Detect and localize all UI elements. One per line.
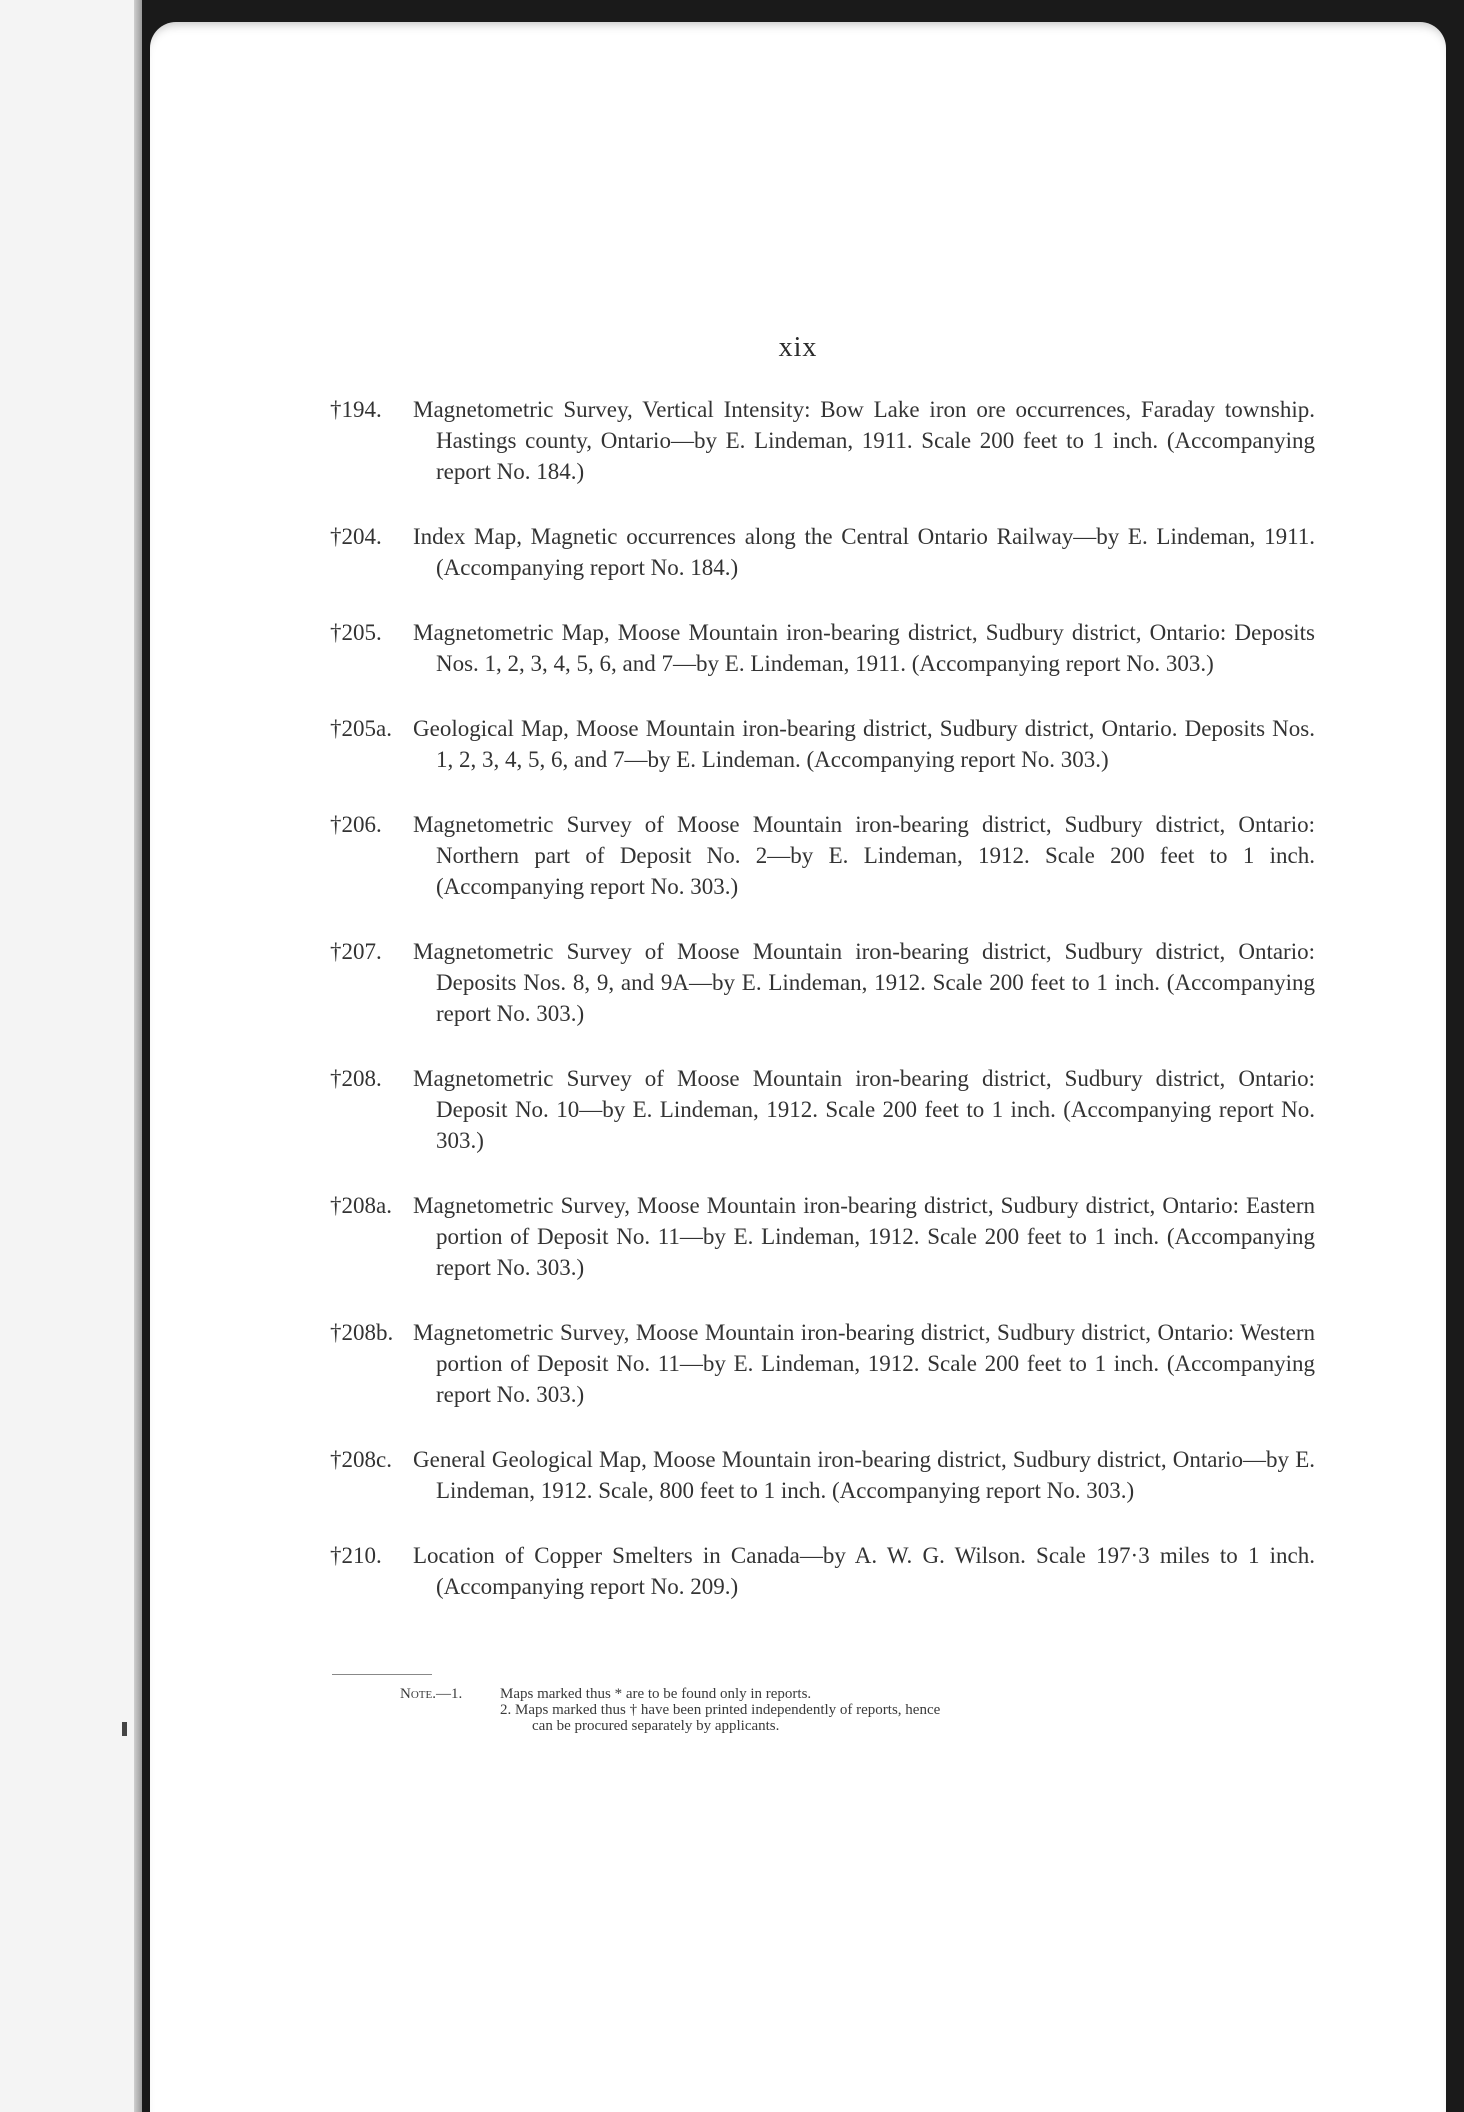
list-item (330, 713, 1315, 775)
entry-number: †210. (330, 1543, 382, 1568)
list-item (330, 1190, 1315, 1283)
facing-page-edge (0, 0, 142, 2112)
entry-number: †208a. (330, 1193, 392, 1218)
entry-number: †208c. (330, 1447, 392, 1472)
entry-text: Magnetometric Map, Moose Mountain iron-bearing district, Sudbury district, Ontario: Deposits Nos. 1, 2, 3, 4, 5, 6, and 7—by E. Lindeman, 1911. (Accompanying report No. 303.) (413, 620, 1315, 676)
entry-text: Magnetometric Survey, Moose Mountain iron-bearing district, Sudbury district, Ontario: Eastern portion of Deposit No. 11—by E. Lindeman, 1912. Scale 200 feet to 1 inch. (Accompanying report No. 303.) (413, 1193, 1315, 1280)
list-item (330, 809, 1315, 902)
map-list (330, 394, 1315, 1636)
list-item (330, 394, 1315, 487)
list-item (330, 617, 1315, 679)
list-item (330, 1063, 1315, 1156)
footnote-line: can be procured separately by applicants. (532, 1718, 780, 1734)
entry-number: †205a. (330, 716, 392, 741)
footnote (400, 1686, 1300, 1734)
entry-text: Magnetometric Survey of Moose Mountain iron-bearing district, Sudbury district, Ontario: Northern part of Deposit No. 2—by E. Lindeman, 1912. Scale 200 feet to 1 inch. (Accompanying report No. 303.) (413, 812, 1315, 899)
footnote-label: Note.—1. (400, 1686, 463, 1702)
footnote-line (400, 1686, 1300, 1702)
entry-number: †204. (330, 524, 382, 549)
entry-text: Geological Map, Moose Mountain iron-bearing district, Sudbury district, Ontario. Deposits Nos. 1, 2, 3, 4, 5, 6, and 7—by E. Lindeman. (Accompanying report No. 303.) (413, 716, 1315, 772)
entry-text: Magnetometric Survey of Moose Mountain iron-bearing district, Sudbury district, Ontario: Deposits Nos. 8, 9, and 9A—by E. Lindeman, 1912. Scale 200 feet to 1 inch. (Accompanying report No. 303.) (413, 939, 1315, 1026)
entry-number: †207. (330, 939, 382, 964)
entry-text: Magnetometric Survey of Moose Mountain iron-bearing district, Sudbury district, Ontario: Deposit No. 10—by E. Lindeman, 1912. Scale 200 feet to 1 inch. (Accompanying report No. 303.) (413, 1066, 1315, 1153)
entry-number: †208. (330, 1066, 382, 1091)
list-item (330, 521, 1315, 583)
list-item (330, 936, 1315, 1029)
list-item (330, 1540, 1315, 1602)
entry-text: Index Map, Magnetic occurrences along the Central Ontario Railway—by E. Lindeman, 1911. (Accompanying report No. 184.) (413, 524, 1315, 580)
footnote-rule (332, 1674, 432, 1675)
book-gutter (134, 0, 142, 2112)
footnote-line: 2. Maps marked thus † have been printed independently of reports, hence (500, 1702, 941, 1718)
entry-text: General Geological Map, Moose Mountain iron-bearing district, Sudbury district, Ontario—by E. Lindeman, 1912. Scale, 800 feet to 1 inch. (Accompanying report No. 303.) (413, 1447, 1315, 1503)
margin-mark (122, 1722, 127, 1736)
document-page (150, 22, 1446, 2112)
entry-number: †206. (330, 812, 382, 837)
entry-text: Magnetometric Survey, Vertical Intensity: Bow Lake iron ore occurrences, Faraday township. Hastings county, Ontario—by E. Lindeman, 1911. Scale 200 feet to 1 inch. (Accompanying report No. 184.) (413, 397, 1315, 484)
entry-number: †194. (330, 397, 382, 422)
footnote-text: Maps marked thus * are to be found only in reports. (500, 1686, 812, 1702)
list-item (330, 1444, 1315, 1506)
entry-number: †205. (330, 620, 382, 645)
page-number: xix (778, 332, 818, 363)
list-item (330, 1317, 1315, 1410)
entry-text: Location of Copper Smelters in Canada—by A. W. G. Wilson. Scale 197·3 miles to 1 inch. (Accompanying report No. 209.) (413, 1543, 1315, 1599)
entry-text: Magnetometric Survey, Moose Mountain iron-bearing district, Sudbury district, Ontario: Western portion of Deposit No. 11—by E. Lindeman, 1912. Scale 200 feet to 1 inch. (Accompanying report No. 303.) (413, 1320, 1315, 1407)
entry-number: †208b. (330, 1320, 394, 1345)
